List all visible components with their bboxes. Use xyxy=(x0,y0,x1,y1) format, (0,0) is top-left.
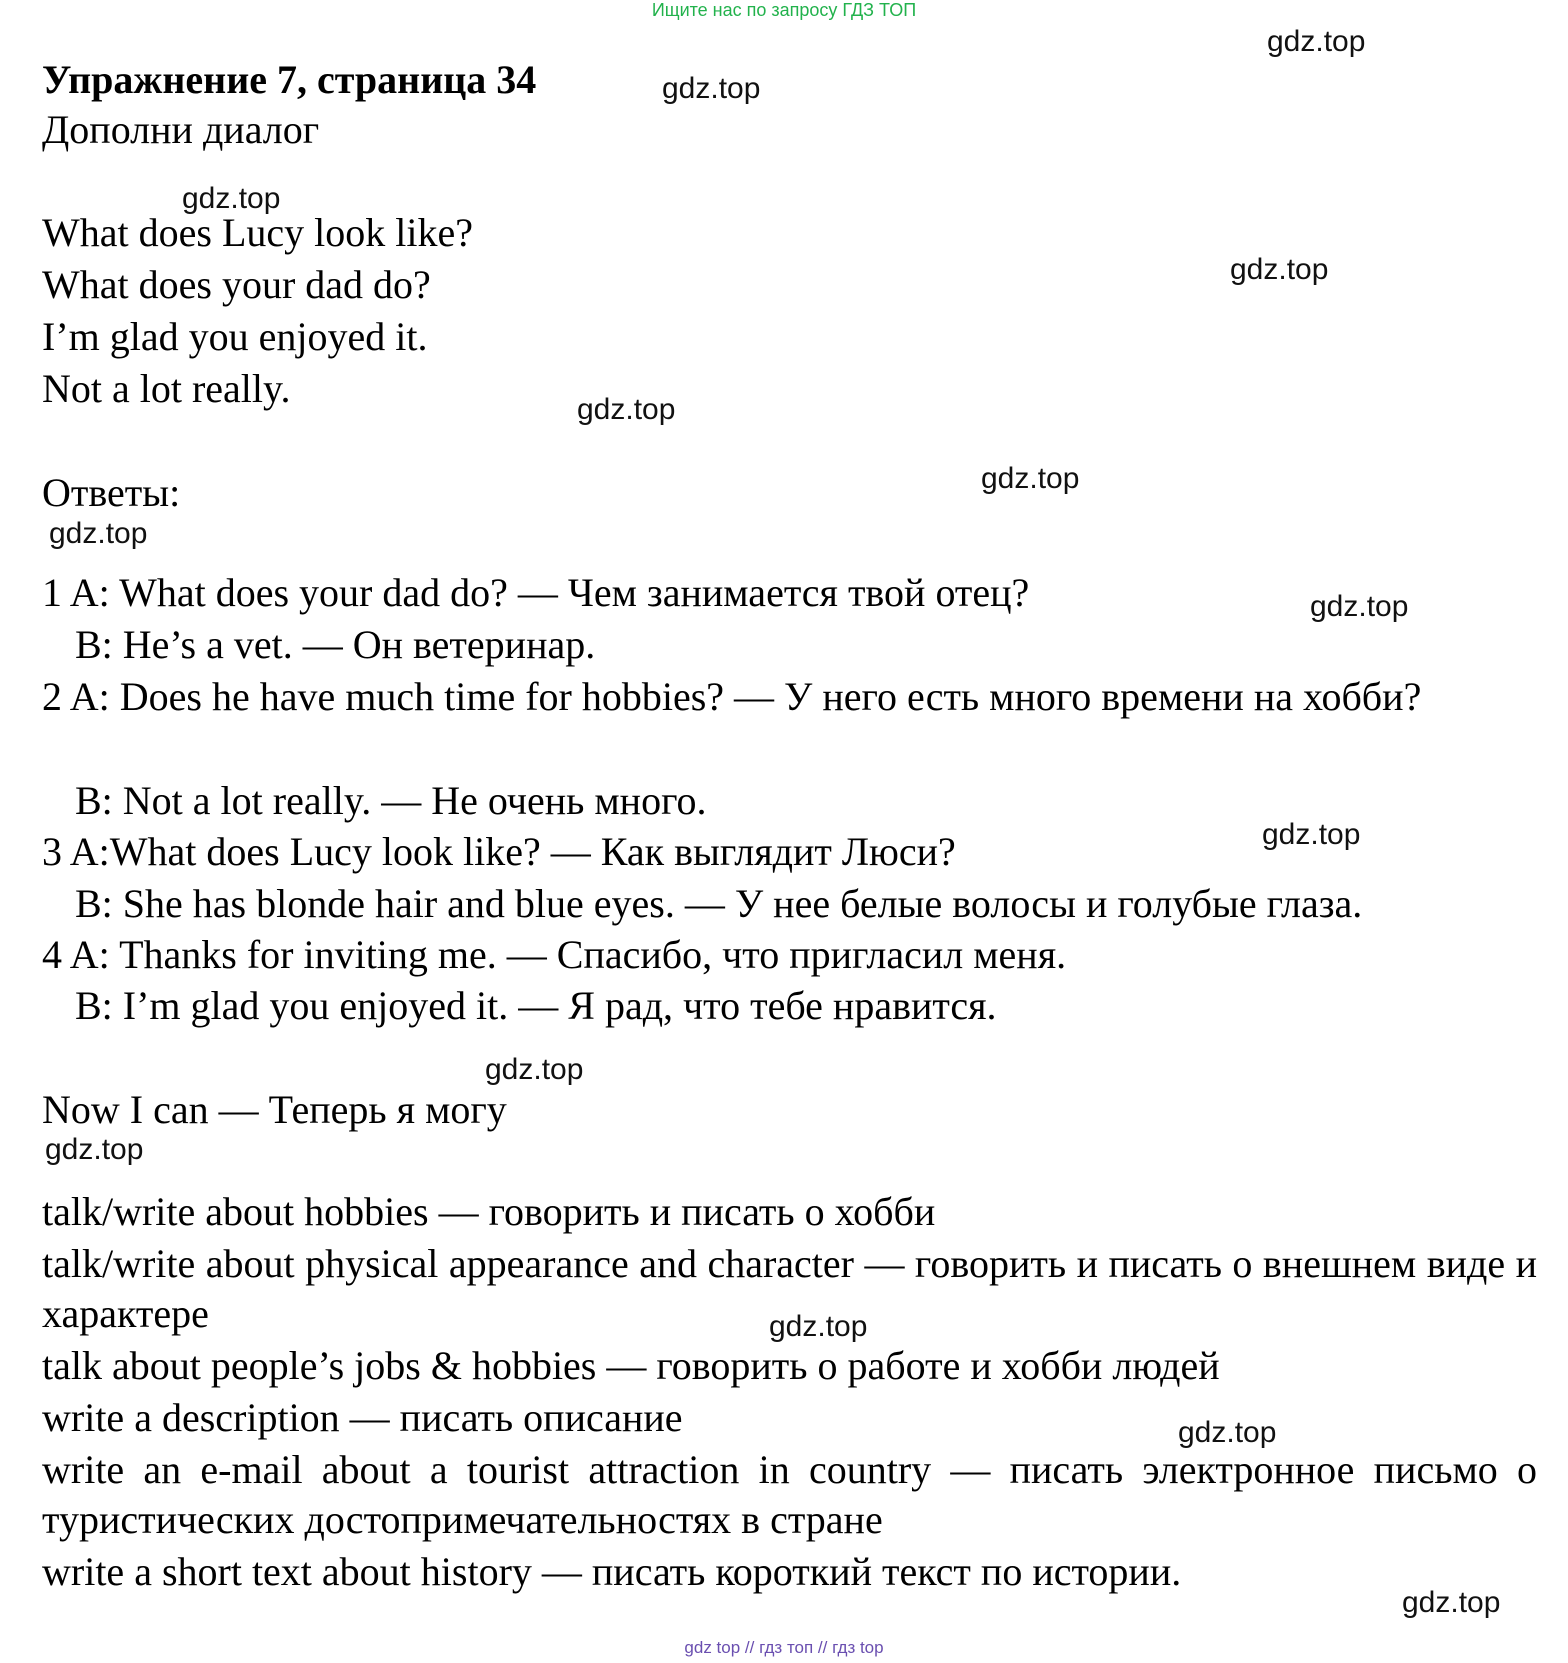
watermark: gdz.top xyxy=(577,393,676,426)
answers-heading: Ответы: xyxy=(42,470,181,515)
now-i-can-item: talk/write about hobbies — говорить и писать о хобби xyxy=(42,1189,936,1234)
phrase-item: What does Lucy look like? xyxy=(42,210,473,255)
answer-line: B: I’m glad you enjoyed it. — Я рад, что тебе нравится. xyxy=(75,983,997,1028)
answer-line: 2 A: Does he have much time for hobbies? — У него есть много времени на хобби? xyxy=(42,674,1422,719)
answer-line: B: He’s a vet. — Он ветеринар. xyxy=(75,622,596,667)
watermark: gdz.top xyxy=(1267,25,1366,58)
watermark: gdz.top xyxy=(485,1053,584,1086)
now-i-can-item: write an e-mail about a tourist attraction in country — писать электронное письмо о туристических достопримечательностях в стране xyxy=(42,1447,1537,1542)
watermark: gdz.top xyxy=(1262,818,1361,851)
watermark: gdz.top xyxy=(1178,1416,1277,1449)
now-i-can-item: write a short text about history — писать короткий текст по истории. xyxy=(42,1549,1182,1594)
footer-watermark: gdz top // гдз топ // гдз top xyxy=(684,1638,884,1657)
watermark: gdz.top xyxy=(1402,1586,1501,1619)
watermark: gdz.top xyxy=(769,1310,868,1343)
top-banner: Ищите нас по запросу ГДЗ ТОП xyxy=(651,0,917,20)
answer-line: 4 A: Thanks for inviting me. — Спасибо, что пригласил меня. xyxy=(42,932,1067,977)
answer-line: 3 A:What does Lucy look like? — Как выглядит Люси? xyxy=(42,829,956,874)
page-title: Упражнение 7, страница 34 xyxy=(42,57,537,102)
now-i-can-item: talk/write about physical appearance and character — говорить и писать о внешнем виде и характере xyxy=(42,1241,1537,1336)
watermark: gdz.top xyxy=(1310,590,1409,623)
phrase-item: What does your dad do? xyxy=(42,262,431,307)
answer-line: 1 A: What does your dad do? — Чем занимается твой отец? xyxy=(42,570,1030,615)
watermark: gdz.top xyxy=(981,462,1080,495)
watermark: gdz.top xyxy=(182,182,281,215)
watermark: gdz.top xyxy=(45,1133,144,1166)
answer-line: B: She has blonde hair and blue eyes. — У нее белые волосы и голубые глаза. xyxy=(75,881,1363,926)
answer-line: B: Not a lot really. — Не очень много. xyxy=(75,778,707,823)
now-i-can-heading: Now I can — Теперь я могу xyxy=(42,1087,507,1132)
watermark: gdz.top xyxy=(1230,253,1329,286)
exercise-subtitle: Дополни диалог xyxy=(42,107,320,152)
now-i-can-item: write a description — писать описание xyxy=(42,1395,683,1440)
now-i-can-item: talk about people’s jobs & hobbies — говорить о работе и хобби людей xyxy=(42,1343,1220,1388)
phrase-item: Not a lot really. xyxy=(42,366,291,411)
watermark: gdz.top xyxy=(662,72,761,105)
watermark: gdz.top xyxy=(49,517,148,550)
phrase-item: I’m glad you enjoyed it. xyxy=(42,314,428,359)
